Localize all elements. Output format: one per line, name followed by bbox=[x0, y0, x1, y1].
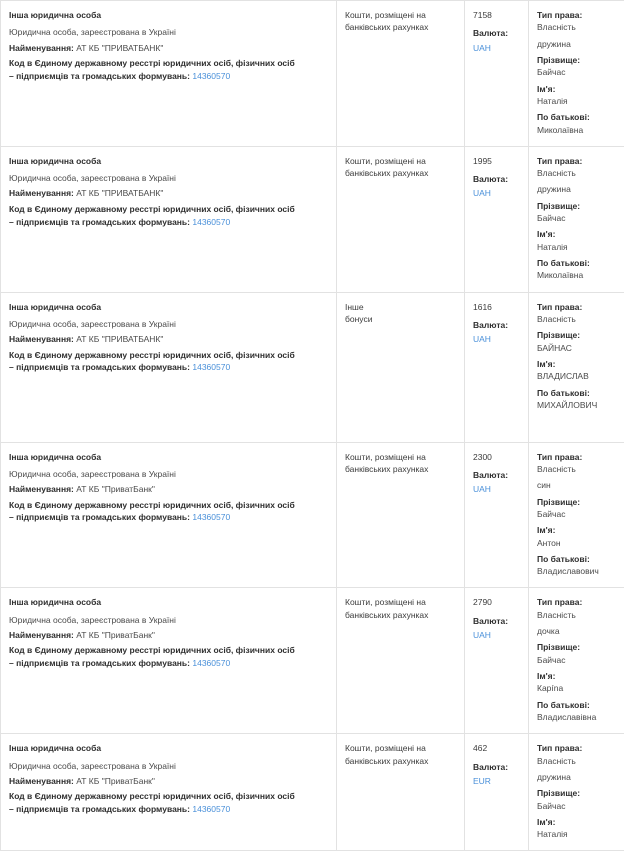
entity-name-label: Найменування: bbox=[9, 43, 74, 53]
entity-subtitle: Юридична особа, зареєстрована в Україні bbox=[9, 172, 328, 184]
asset-kind-line2: банківських рахунках bbox=[345, 167, 456, 179]
currency-value: UAH bbox=[473, 42, 520, 54]
asset-kind-line1: Кошти, розміщені на bbox=[345, 596, 456, 608]
patronymic-label: По батькові: bbox=[537, 699, 616, 711]
entity-code-label-line2: – підприємців та громадських формувань: bbox=[9, 512, 190, 522]
entity-name-label: Найменування: bbox=[9, 630, 74, 640]
entity-name-line bbox=[9, 42, 328, 54]
amount-cell bbox=[465, 292, 529, 442]
right-type-value: Власність bbox=[537, 755, 616, 767]
surname-label: Прізвище: bbox=[537, 641, 616, 653]
entity-code-label-line1: Код в Єдиному державному ресстрі юридичних осіб, фізичних осіб bbox=[9, 204, 295, 214]
surname-label: Прізвище: bbox=[537, 54, 616, 66]
patronymic-label: По батькові: bbox=[537, 111, 616, 123]
entity-name-line bbox=[9, 187, 328, 199]
currency-label: Валюта: bbox=[473, 173, 520, 185]
right-relation-value: дочка bbox=[537, 625, 616, 637]
firstname-value: Наталія bbox=[537, 241, 616, 253]
entity-subtitle: Юридична особа, зареєстрована в Україні bbox=[9, 614, 328, 626]
entity-name-value: АТ КБ "ПриватБанк" bbox=[76, 484, 155, 494]
firstname-label: Ім'я: bbox=[537, 524, 616, 536]
patronymic-value: Владиславівна bbox=[537, 711, 616, 723]
currency-label: Валюта: bbox=[473, 615, 520, 627]
patronymic-value: МИХАЙЛОВИЧ bbox=[537, 399, 616, 411]
asset-kind-line2: банківських рахунках bbox=[345, 609, 456, 621]
right-relation-value: син bbox=[537, 479, 616, 491]
firstname-label: Ім'я: bbox=[537, 228, 616, 240]
entity-code-label-line2: – підприємців та громадських формувань: bbox=[9, 362, 190, 372]
currency-value: UAH bbox=[473, 333, 520, 345]
asset-kind-line2: банківських рахунках bbox=[345, 755, 456, 767]
entity-code-label-line2: – підприємців та громадських формувань: bbox=[9, 658, 190, 668]
asset-kind-cell bbox=[337, 734, 465, 851]
amount-cell bbox=[465, 588, 529, 734]
entity-name-label: Найменування: bbox=[9, 334, 74, 344]
entity-code-label-line2: – підприємців та громадських формувань: bbox=[9, 217, 190, 227]
firstname-label: Ім'я: bbox=[537, 670, 616, 682]
entity-name-value: АТ КБ "ПРИВАТБАНК" bbox=[76, 43, 163, 53]
entity-name-line bbox=[9, 483, 328, 495]
right-type-value: Власність bbox=[537, 609, 616, 621]
entity-cell bbox=[1, 442, 337, 588]
rights-cell bbox=[529, 292, 624, 442]
asset-kind-line2: банківських рахунках bbox=[345, 21, 456, 33]
entity-name-line bbox=[9, 333, 328, 345]
firstname-label: Ім'я: bbox=[537, 358, 616, 370]
amount-value: 7158 bbox=[473, 9, 520, 21]
right-type-label: Тип права: bbox=[537, 596, 616, 608]
entity-code-block bbox=[9, 203, 328, 229]
surname-value: Байчас bbox=[537, 66, 616, 78]
entity-title: Інша юридична особа bbox=[9, 742, 328, 754]
table-row bbox=[1, 292, 624, 442]
surname-label: Прізвище: bbox=[537, 200, 616, 212]
table-row bbox=[1, 442, 624, 588]
currency-value: EUR bbox=[473, 775, 520, 787]
firstname-value: Наталія bbox=[537, 828, 616, 840]
table-row bbox=[1, 1, 624, 147]
amount-cell bbox=[465, 442, 529, 588]
asset-kind-line1: Кошти, розміщені на bbox=[345, 451, 456, 463]
table-row bbox=[1, 734, 624, 851]
currency-label: Валюта: bbox=[473, 761, 520, 773]
currency-value: UAH bbox=[473, 187, 520, 199]
currency-label: Валюта: bbox=[473, 319, 520, 331]
entity-subtitle: Юридична особа, зареєстрована в Україні bbox=[9, 468, 328, 480]
entity-code-value: 14360570 bbox=[192, 217, 230, 227]
asset-kind-cell bbox=[337, 146, 465, 292]
entity-cell bbox=[1, 734, 337, 851]
table-row bbox=[1, 146, 624, 292]
patronymic-label: По батькові: bbox=[537, 553, 616, 565]
surname-value: Байчас bbox=[537, 654, 616, 666]
right-type-label: Тип права: bbox=[537, 301, 616, 313]
entity-code-label-line1: Код в Єдиному державному ресстрі юридичних осіб, фізичних осіб bbox=[9, 500, 295, 510]
firstname-label: Ім'я: bbox=[537, 83, 616, 95]
entity-code-label-line2: – підприємців та громадських формувань: bbox=[9, 71, 190, 81]
entity-title: Інша юридична особа bbox=[9, 9, 328, 21]
entity-code-value: 14360570 bbox=[192, 362, 230, 372]
surname-label: Прізвище: bbox=[537, 787, 616, 799]
entity-name-value: АТ КБ "ПРИВАТБАНК" bbox=[76, 334, 163, 344]
asset-kind-line2: бонуси bbox=[345, 313, 456, 325]
entity-code-label-line2: – підприємців та громадських формувань: bbox=[9, 804, 190, 814]
right-type-label: Тип права: bbox=[537, 451, 616, 463]
entity-cell bbox=[1, 292, 337, 442]
entity-name-value: АТ КБ "ПриватБанк" bbox=[76, 630, 155, 640]
firstname-label: Ім'я: bbox=[537, 816, 616, 828]
rights-cell bbox=[529, 734, 624, 851]
entity-name-label: Найменування: bbox=[9, 188, 74, 198]
asset-kind-cell bbox=[337, 588, 465, 734]
right-relation-value: дружина bbox=[537, 771, 616, 783]
entity-code-label-line1: Код в Єдиному державному ресстрі юридичних осіб, фізичних осіб bbox=[9, 350, 295, 360]
surname-value: БАЙНАС bbox=[537, 342, 616, 354]
currency-label: Валюта: bbox=[473, 469, 520, 481]
entity-code-label-line1: Код в Єдиному державному ресстрі юридичних осіб, фізичних осіб bbox=[9, 645, 295, 655]
amount-value: 2790 bbox=[473, 596, 520, 608]
asset-kind-line1: Кошти, розміщені на bbox=[345, 155, 456, 167]
amount-cell bbox=[465, 146, 529, 292]
right-relation-value: дружина bbox=[537, 38, 616, 50]
entity-title: Інша юридична особа bbox=[9, 596, 328, 608]
entity-code-value: 14360570 bbox=[192, 658, 230, 668]
patronymic-value: Миколаївна bbox=[537, 269, 616, 281]
asset-kind-line1: Кошти, розміщені на bbox=[345, 9, 456, 21]
entity-code-value: 14360570 bbox=[192, 804, 230, 814]
entity-code-block bbox=[9, 499, 328, 525]
amount-value: 462 bbox=[473, 742, 520, 754]
asset-kind-cell bbox=[337, 442, 465, 588]
right-type-value: Власність bbox=[537, 167, 616, 179]
right-type-value: Власність bbox=[537, 21, 616, 33]
entity-name-value: АТ КБ "ПРИВАТБАНК" bbox=[76, 188, 163, 198]
surname-value: Байчас bbox=[537, 212, 616, 224]
entity-title: Інша юридична особа bbox=[9, 155, 328, 167]
rights-cell bbox=[529, 146, 624, 292]
firstname-value: Наталія bbox=[537, 95, 616, 107]
amount-value: 2300 bbox=[473, 451, 520, 463]
surname-label: Прізвище: bbox=[537, 496, 616, 508]
entity-cell bbox=[1, 588, 337, 734]
right-type-label: Тип права: bbox=[537, 742, 616, 754]
currency-value: UAH bbox=[473, 483, 520, 495]
entity-code-value: 14360570 bbox=[192, 512, 230, 522]
right-relation-value: дружина bbox=[537, 183, 616, 195]
asset-kind-line2: банківських рахунках bbox=[345, 463, 456, 475]
rights-cell bbox=[529, 442, 624, 588]
entity-name-line bbox=[9, 629, 328, 641]
amount-cell bbox=[465, 1, 529, 147]
amount-value: 1995 bbox=[473, 155, 520, 167]
entity-name-label: Найменування: bbox=[9, 484, 74, 494]
currency-value: UAH bbox=[473, 629, 520, 641]
surname-value: Байчас bbox=[537, 508, 616, 520]
currency-label: Валюта: bbox=[473, 27, 520, 39]
rights-cell bbox=[529, 588, 624, 734]
patronymic-value: Владиславович bbox=[537, 565, 616, 577]
entity-name-line bbox=[9, 775, 328, 787]
entity-code-block bbox=[9, 644, 328, 670]
asset-kind-cell bbox=[337, 1, 465, 147]
entity-name-value: АТ КБ "ПриватБанк" bbox=[76, 776, 155, 786]
right-type-value: Власність bbox=[537, 463, 616, 475]
entity-code-label-line1: Код в Єдиному державному ресстрі юридичних осіб, фізичних осіб bbox=[9, 58, 295, 68]
firstname-value: ВЛАДИСЛАВ bbox=[537, 370, 616, 382]
asset-kind-cell bbox=[337, 292, 465, 442]
entity-title: Інша юридична особа bbox=[9, 301, 328, 313]
asset-kind-line1: Кошти, розміщені на bbox=[345, 742, 456, 754]
patronymic-label: По батькові: bbox=[537, 257, 616, 269]
entity-name-label: Найменування: bbox=[9, 776, 74, 786]
entity-code-block bbox=[9, 349, 328, 375]
amount-value: 1616 bbox=[473, 301, 520, 313]
assets-table-body bbox=[1, 1, 624, 851]
rights-cell bbox=[529, 1, 624, 147]
entity-subtitle: Юридична особа, зареєстрована в Україні bbox=[9, 26, 328, 38]
surname-value: Байчас bbox=[537, 800, 616, 812]
right-type-label: Тип права: bbox=[537, 9, 616, 21]
entity-cell bbox=[1, 146, 337, 292]
entity-subtitle: Юридична особа, зареєстрована в Україні bbox=[9, 318, 328, 330]
right-type-value: Власність bbox=[537, 313, 616, 325]
surname-label: Прізвище: bbox=[537, 329, 616, 341]
patronymic-label: По батькові: bbox=[537, 387, 616, 399]
asset-kind-line1: Інше bbox=[345, 301, 456, 313]
entity-code-block bbox=[9, 790, 328, 816]
firstname-value: Карína bbox=[537, 682, 616, 694]
entity-subtitle: Юридична особа, зареєстрована в Україні bbox=[9, 760, 328, 772]
right-type-label: Тип права: bbox=[537, 155, 616, 167]
amount-cell bbox=[465, 734, 529, 851]
table-row bbox=[1, 588, 624, 734]
entity-title: Інша юридична особа bbox=[9, 451, 328, 463]
patronymic-value: Миколаївна bbox=[537, 124, 616, 136]
entity-code-value: 14360570 bbox=[192, 71, 230, 81]
entity-code-block bbox=[9, 57, 328, 83]
entity-code-label-line1: Код в Єдиному державному ресстрі юридичних осіб, фізичних осіб bbox=[9, 791, 295, 801]
entity-cell bbox=[1, 1, 337, 147]
firstname-value: Антон bbox=[537, 537, 616, 549]
